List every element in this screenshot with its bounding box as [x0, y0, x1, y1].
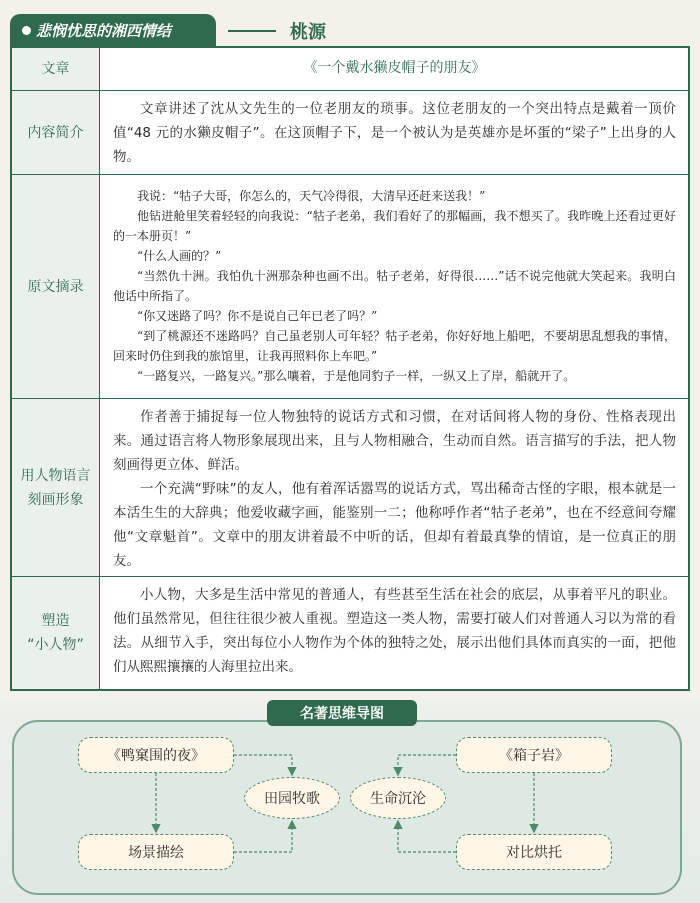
- table-row-language: [12, 398, 688, 576]
- page-title: 桃源: [290, 22, 326, 43]
- language-paragraph: 作者善于捕捉每一位人物独特的说话方式和习惯，在对话间将人物的身份、性格表现出来。通过语言将人物形象展现出来，且与人物相融合，生动而自然。语言描写的手法，把人物刻画得更立体、鲜活。: [113, 409, 676, 473]
- excerpt-line: “什么人画的？”: [137, 249, 222, 263]
- article-title: 《一个戴水獭皮帽子的朋友》: [303, 60, 486, 76]
- info-table: [10, 46, 690, 691]
- table-row-excerpt: [12, 174, 688, 398]
- node-shengming: 生命沉沦: [350, 777, 446, 819]
- excerpt-line: 我说：“牯子大哥，你怎么的，天气冷得很，大清早还赶来送我！”: [137, 189, 486, 203]
- excerpt-line: “当然仇十洲。我怕仇十洲那杂种也画不出。牯子老弟，好得很……”话不说完他就大笑起来。我明白他话中所指了。: [113, 269, 676, 303]
- table-row-small-characters: [12, 576, 688, 689]
- excerpt-line: 他钻进舱里笑着轻轻的向我说：“牯子老弟，我们看好了的那幅画，我不想买了。我昨晚上还看过更好的一本册页！”: [113, 209, 676, 243]
- row-label-summary: 内容简介: [12, 91, 100, 174]
- bullet-dot-icon: [22, 26, 31, 35]
- node-changjing: 场景描绘: [78, 834, 234, 870]
- excerpt-line: “你又迷路了吗？你不是说自己年已老了吗？”: [137, 309, 378, 323]
- section-tab: [10, 14, 216, 46]
- header-divider-line: [228, 30, 276, 32]
- row-label-small-characters: 塑造 “小人物”: [12, 577, 100, 689]
- small-characters-text: 小人物，大多是生活中常见的普通人，有些甚至生活在社会的底层，从事着平凡的职业。他们虽然常见，但往往很少被人重视。塑造这一类人物，需要打破人们对普通人习以为常的看法。从细节入手，突出每位小人物作为个体的独特之处，展示出他们具体而真实的一面，把他们从熙熙攘攘的人海里拉出来。: [113, 587, 676, 675]
- row-label-article: 文章: [12, 48, 100, 90]
- node-tianyuan: 田园牧歌: [244, 777, 340, 819]
- row-label-excerpt: 原文摘录: [12, 175, 100, 398]
- excerpt-line: “到了桃源还不迷路吗？自己虽老别人可年轻？牯子老弟，你好好地上船吧，不要胡思乱想我的事情，回来时仍住到我的旅馆里，让我再照料你上车吧。”: [113, 329, 676, 363]
- table-row-article: [12, 48, 688, 90]
- section-tab-label: 悲悯忧思的湘西情结: [36, 21, 172, 40]
- section-header: [10, 14, 690, 46]
- summary-text: 文章讲述了沈从文先生的一位老朋友的琐事。这位老朋友的一个突出特点是戴着一顶价值“48 元的水獭皮帽子”。在这顶帽子下，是一个被认为是英雄亦是坏蛋的“梁子”上出身的人物。: [113, 101, 676, 165]
- table-row-summary: [12, 90, 688, 174]
- node-duibi: 对比烘托: [456, 834, 612, 870]
- language-paragraph: 一个充满“野味”的友人，他有着浑话嚣骂的说话方式，骂出稀奇古怪的字眼，根本就是一本活生生的大辞典；他爱收藏字画，能鉴别一二；他称呼作者“牯子老弟”，也在不经意间夸耀他“文章魁首”。文章中的朋友讲着最不中听的话，但却有着最真挚的情谊，是一位真正的朋友。: [113, 481, 676, 569]
- excerpt-line: “一路复兴，一路复兴。”那么嚷着，于是他同豹子一样，一纵又上了岸，船就开了。: [137, 369, 576, 383]
- node-xiangziyan: 《箱子岩》: [456, 737, 612, 773]
- node-yawei: 《鸭窠围的夜》: [78, 737, 234, 773]
- mindmap-title: 名著思维导图: [267, 700, 417, 726]
- row-label-language: 用人物语言 刻画形象: [12, 399, 100, 576]
